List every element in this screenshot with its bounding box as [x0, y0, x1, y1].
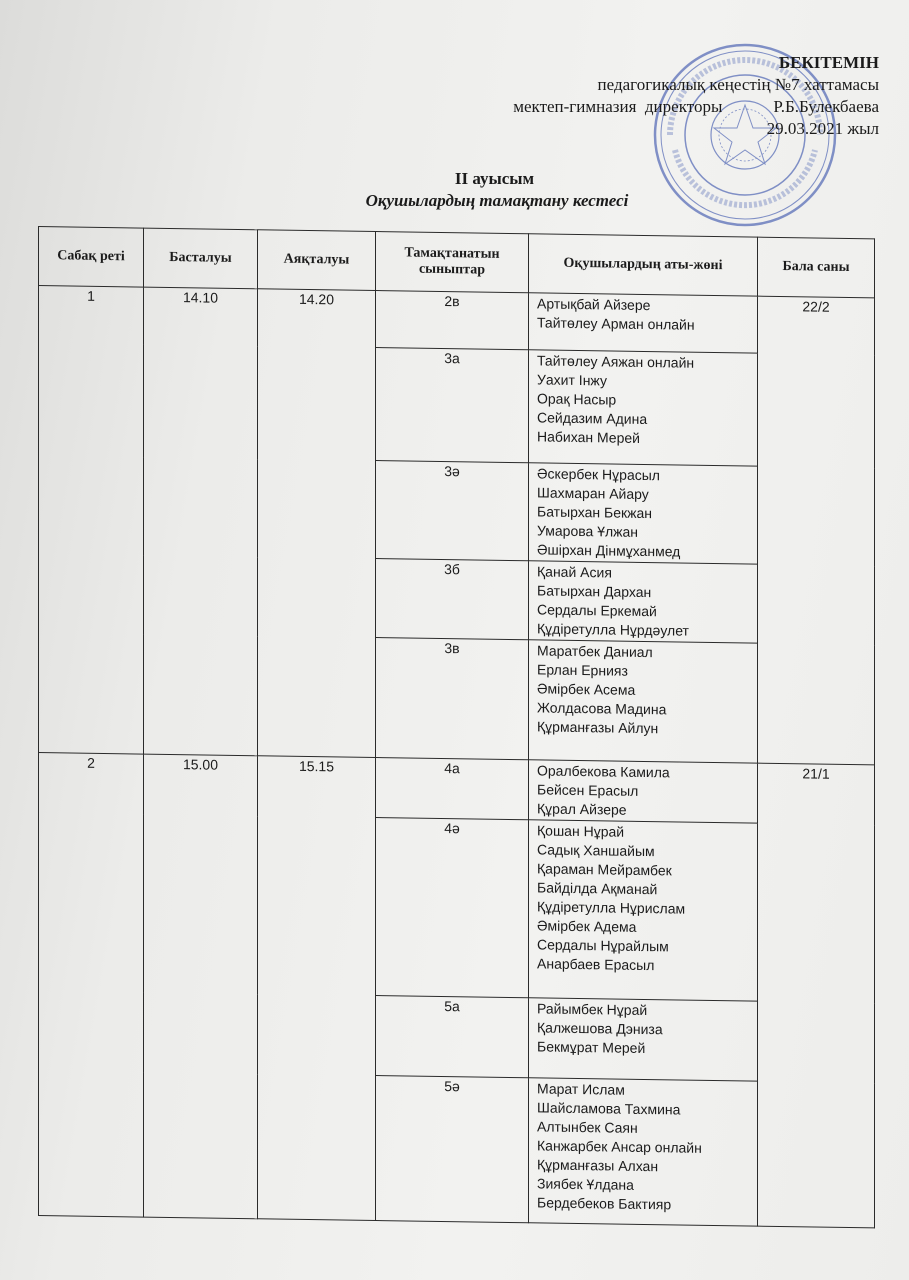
student-count: 22/2 [758, 296, 875, 765]
students-cell [529, 463, 758, 564]
student-name: Садық Ханшайым [537, 841, 655, 860]
approval-date: 29.03.2021 жыл [766, 119, 879, 138]
class-cell: 3ә [376, 461, 529, 561]
session-order: 1 [39, 286, 144, 755]
student-name: Қараман Мейрамбек [537, 860, 672, 879]
student-name: Қошан Нұрай [537, 822, 625, 840]
session-start: 14.10 [144, 287, 258, 756]
approval-director: мектеп-гимназия директоры Р.Б.Булекбаева [513, 97, 879, 116]
student-name: Маратбек Даниал [537, 642, 653, 661]
students-cell [529, 760, 758, 823]
student-name: Сердалы Еркемай [537, 601, 657, 620]
schedule-title: Оқушылардың тамақтану кестесі [365, 191, 629, 210]
student-name: Әмірбек Асема [537, 680, 636, 698]
student-name: Артықбай Айзере [537, 295, 651, 314]
students-cell [529, 1078, 758, 1226]
student-count: 21/1 [758, 763, 875, 1228]
student-name: Канжарбек Ансар онлайн [537, 1137, 702, 1156]
student-name: Уахит Інжу [537, 371, 607, 389]
students-cell [529, 350, 758, 466]
student-name: Сейдазим Адина [537, 409, 648, 428]
approval-protocol: педагогикалық кеңестің №7 хаттамасы [597, 75, 879, 94]
class-cell: 2в [376, 291, 529, 350]
student-name: Батырхан Бекжан [537, 503, 653, 522]
shift-title: II ауысым [454, 169, 535, 188]
student-name: Бейсен Ерасыл [537, 781, 639, 799]
header-count: Бала саны [758, 237, 875, 298]
approval-block [513, 52, 879, 140]
header-end: Аяқталуы [258, 230, 376, 291]
class-cell: 4ә [376, 818, 529, 998]
session-order: 2 [39, 753, 144, 1218]
student-name: Шайсламова Тахмина [537, 1099, 681, 1118]
students-cell [529, 820, 758, 1001]
students-cell [529, 640, 758, 763]
meal-schedule-table [38, 226, 875, 1228]
student-name: Ерлан Ернияз [537, 661, 628, 679]
student-name: Умарова Ұлжан [537, 522, 639, 540]
student-name: Құрманғазы Алхан [537, 1156, 659, 1175]
students-cell [529, 561, 758, 643]
class-cell: 5ә [376, 1076, 529, 1223]
student-name: Әскербек Нұрасыл [537, 465, 660, 484]
student-name: Набихан Мерей [537, 428, 640, 446]
session-end: 14.20 [258, 289, 376, 758]
students-cell [529, 998, 758, 1081]
class-cell: 4а [376, 758, 529, 820]
table-row [39, 286, 875, 355]
student-name: Құдіретулла Нұрислам [537, 898, 686, 917]
header-students: Оқушылардың аты-жөні [529, 234, 758, 296]
student-name: Оралбекова Камила [537, 762, 670, 781]
student-name: Анарбаев Ерасыл [537, 955, 655, 974]
student-name: Тайтөлеу Аяжан онлайн [537, 352, 695, 371]
header-start: Басталуы [144, 228, 258, 289]
student-name: Қалжешова Дэниза [537, 1019, 663, 1038]
class-cell: 3а [376, 348, 529, 463]
class-cell: 5а [376, 996, 529, 1078]
document-heading [0, 168, 909, 212]
student-name: Құдіретулла Нұрдәулет [537, 620, 689, 639]
student-name: Зиябек Ұлдана [537, 1175, 634, 1193]
student-name: Алтынбек Саян [537, 1118, 638, 1136]
student-name: Әмірбек Адема [537, 917, 637, 935]
class-cell: 3б [376, 559, 529, 640]
header-order: Сабақ реті [39, 227, 144, 288]
student-name: Батырхан Дархан [537, 582, 652, 601]
student-name: Бекмұрат Мерей [537, 1038, 646, 1057]
student-name: Қанай Асия [537, 563, 612, 581]
student-name: Бердебеков Бактияр [537, 1194, 672, 1213]
students-cell [529, 293, 758, 353]
student-name: Тайтөлеу Арман онлайн [537, 314, 695, 333]
student-name: Марат Ислам [537, 1080, 625, 1098]
approval-title: БЕКІТЕМІН [778, 53, 879, 72]
header-classes: Тамақтанатын сыныптар [376, 232, 529, 293]
student-name: Райымбек Нұрай [537, 1000, 648, 1019]
session-start: 15.00 [144, 754, 258, 1219]
student-name: Шахмаран Айару [537, 484, 649, 503]
student-name: Құрал Айзере [537, 800, 627, 818]
class-cell: 3в [376, 638, 529, 760]
student-name: Жолдасова Мадина [537, 699, 667, 718]
table-row [39, 753, 875, 825]
student-name: Орақ Насыр [537, 390, 617, 408]
session-end: 15.15 [258, 756, 376, 1221]
student-name: Құрманғазы Айлун [537, 718, 659, 737]
student-name: Байділда Ақманай [537, 879, 658, 898]
student-name: Әшірхан Дінмұханмед [537, 541, 681, 560]
student-name: Сердалы Нұрайлым [537, 936, 669, 955]
